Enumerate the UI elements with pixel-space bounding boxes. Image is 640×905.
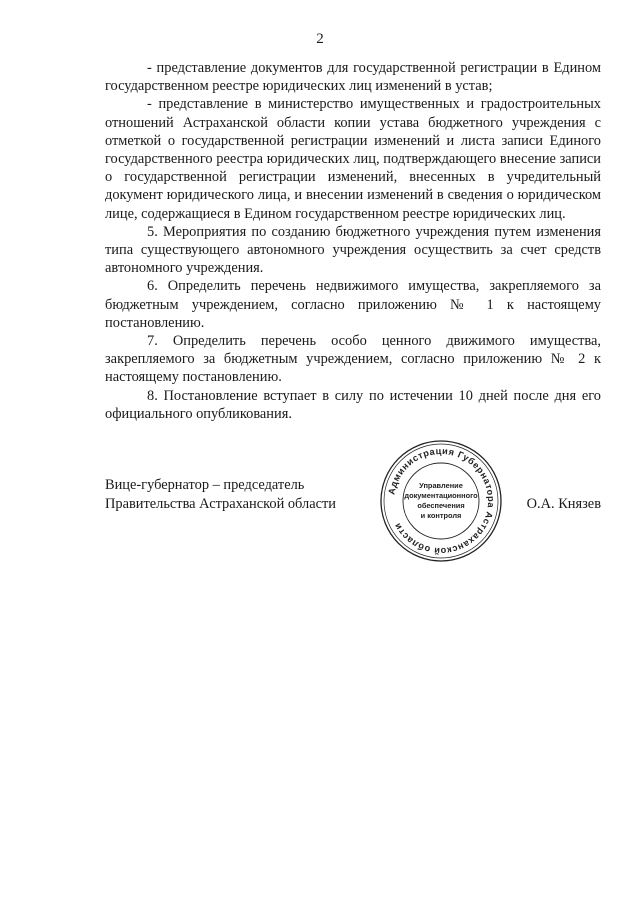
- paragraph: 7. Определить перечень особо ценного движимого имущества, закрепляемого за бюджетным учреждением, согласно приложению № 2 к настоящему постановлению.: [105, 333, 601, 386]
- paragraph: 6. Определить перечень недвижимого имущества, закрепляемого за бюджетным учреждением, согласно приложению № 1 к настоящему постановлению.: [105, 278, 601, 331]
- stamp-center-text: документационного: [404, 491, 478, 500]
- paragraph: - представление в министерство имущественных и градостроительных отношений Астраханской области копии устава бюджетного учреждения с отметкой о государственной регистрации изменений и листа записи Единого государственного реестра юридических лиц, подтверждающего внесение записи о государственной регистрации изменений, внесенных в учредительный документ юридического лица, и внесении изменений в сведения о юридическом лице, содержащиеся в Едином государственном реестре юридических лиц.: [105, 96, 601, 222]
- page-number: 2: [316, 31, 324, 47]
- stamp-ring-text: Администрация Губернатора Астраханской области: [386, 445, 497, 557]
- document-body: [105, 59, 601, 423]
- stamp-center-text: Управление: [419, 481, 463, 490]
- signature-block: [105, 445, 601, 586]
- paragraph: - представление документов для государственной регистрации в Едином государственном реестре юридических лиц изменений в устав;: [105, 60, 601, 95]
- signatory-name: О.А. Князев: [526, 496, 601, 512]
- stamp-center-text: обеспечения: [417, 501, 465, 510]
- signatory-title-line: Правительства Астраханской области: [105, 496, 336, 512]
- paragraph: 5. Мероприятия по созданию бюджетного учреждения путем изменения типа существующего автономного учреждения осуществить за счет средств автономного учреждения.: [105, 223, 601, 277]
- stamp-center-text: и контроля: [420, 511, 462, 520]
- signatory-title-line: Вице-губернатор – председатель: [105, 477, 305, 493]
- official-stamp: [378, 438, 504, 564]
- signatory-title: [105, 476, 336, 514]
- paragraph: 8. Постановление вступает в силу по истечении 10 дней после дня его официального опубликования.: [105, 387, 601, 422]
